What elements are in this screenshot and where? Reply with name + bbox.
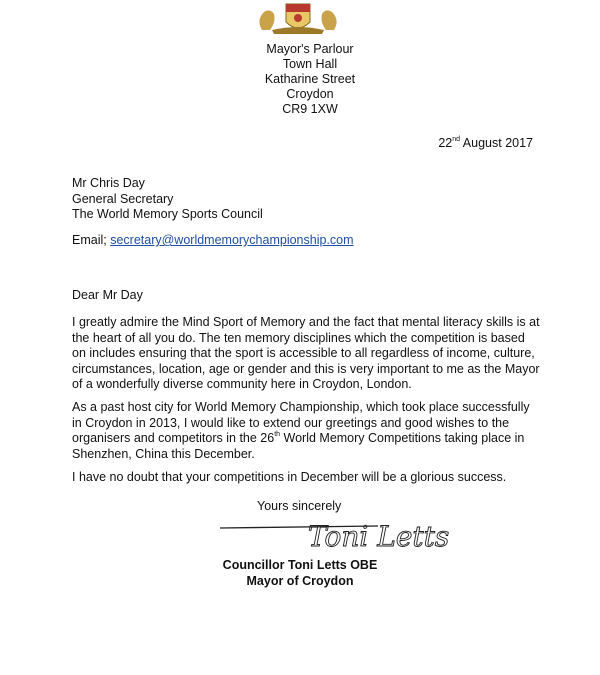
recipient-organisation: The World Memory Sports Council bbox=[72, 207, 263, 221]
closing: Yours sincerely bbox=[257, 499, 342, 513]
signature-text: Toni Letts bbox=[308, 520, 450, 553]
address-line: Croydon bbox=[286, 87, 334, 101]
signature bbox=[218, 506, 518, 558]
body-paragraph: I greatly admire the Mind Sport of Memory and the fact that mental literacy skills is at the heart of all you do. The ten memory disciplines which the competition is based on includes ensuring that the sport is accessible to all regardless of income, culture, circumstances, location, age or gender and this is very important to me as the Mayor of a wonderfully diverse community here in Croydon, London. bbox=[72, 315, 540, 391]
address-line: Mayor's Parlour bbox=[266, 42, 354, 56]
letter-date bbox=[438, 136, 533, 150]
recipient-block bbox=[72, 176, 263, 223]
address-line: Town Hall bbox=[282, 57, 338, 71]
email-line bbox=[72, 233, 354, 247]
address-line: Katharine Street bbox=[264, 72, 356, 86]
body-paragraph bbox=[72, 400, 540, 462]
paragraph-text: World Memory Competitions taking place in Shenzhen, China this December. bbox=[72, 431, 525, 461]
salutation: Dear Mr Day bbox=[72, 288, 143, 302]
email-label: Email; bbox=[72, 233, 111, 247]
date-rest: August 2017 bbox=[460, 136, 533, 150]
signer-role: Mayor of Croydon bbox=[246, 574, 354, 588]
date-suffix: nd bbox=[452, 135, 461, 143]
recipient-title: General Secretary bbox=[72, 191, 174, 206]
paragraph-text: As a past host city for World Memory Championship, which took place successfully in Croydon in 2013, I would like to extend our greetings and good wishes to the organisers and competitors in the 26 bbox=[72, 400, 530, 445]
signer-name: Councillor Toni Letts OBE bbox=[222, 558, 378, 572]
sender-address bbox=[240, 42, 380, 117]
email-link[interactable]: secretary@worldmemorychampionship.com bbox=[110, 233, 354, 247]
recipient-name: Mr Chris Day bbox=[72, 176, 145, 190]
coat-of-arms-icon bbox=[252, 0, 344, 34]
date-day: 22 bbox=[438, 136, 453, 150]
address-line: CR9 1XW bbox=[282, 102, 338, 116]
signer-block bbox=[180, 557, 420, 589]
body-paragraph: I have no doubt that your competitions in December will be a glorious success. bbox=[72, 470, 507, 484]
ordinal-suffix: th bbox=[274, 430, 281, 438]
